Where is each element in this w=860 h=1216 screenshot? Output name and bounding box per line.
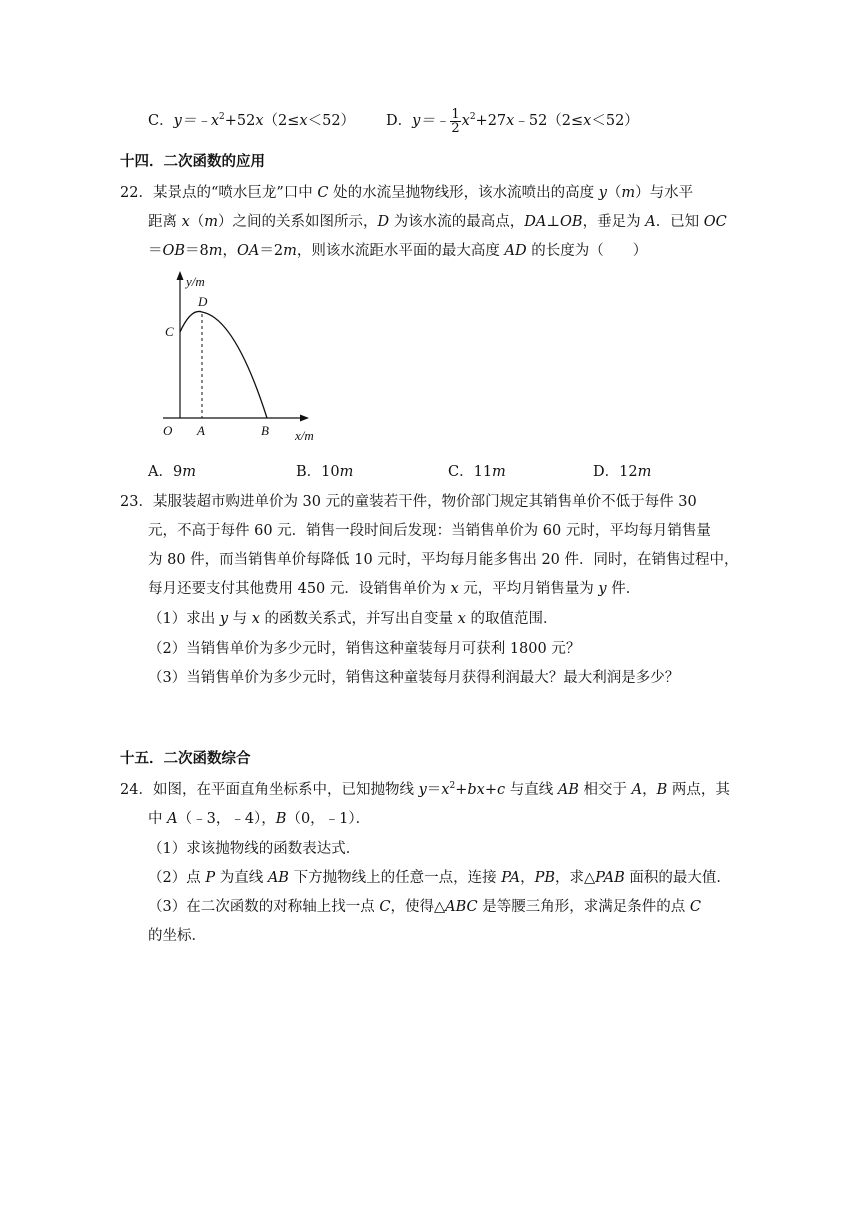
- y-axis-arrow: [177, 271, 184, 280]
- q22-option-b: B．10m: [296, 464, 354, 480]
- fraction-one-half: $\frac{1}{2}$: [451, 106, 460, 136]
- x-axis-arrow: [300, 415, 309, 422]
- q21-option-c: C．$y=﹣x^2+52x(2\le x<52)$: [148, 112, 356, 129]
- q24-sub-2: （2）点 P 为直线 AB 下方抛物线上的任意一点，连接 PA，PB，求△PAB 面积的最大值．: [148, 870, 731, 886]
- q24-line-1: 24．如图，在平面直角坐标系中，已知抛物线 $y=x^2+bx+c$ 与直线 AB 相交于 A，B 两点，其: [120, 781, 730, 798]
- q22-line-1: 22．某景点的“喷水巨龙”口中 C 处的水流呈抛物线形，该水流喷出的高度 y（m）与水平: [120, 185, 694, 201]
- q22-line-3: ＝OB＝8m，OA＝2m，则该水流距水平面的最大高度 AD 的长度为（ ）: [148, 243, 648, 259]
- section-14-title: 十四．二次函数的应用: [120, 154, 265, 170]
- q22-option-a: A．9m: [148, 464, 196, 480]
- label-x-axis: x/m: [295, 428, 314, 443]
- q23-line-3: 为 80 件，而当销售单价每降低 10 元时，平均每月能多售出 20 件．同时，在销售过程中，: [148, 552, 739, 568]
- label-o: O: [163, 423, 173, 438]
- label-y-axis: y/m: [186, 274, 205, 289]
- label-c: C: [165, 324, 174, 339]
- q23-line-4: 每月还要支付其他费用 450 元．设销售单价为 x 元，平均月销售量为 y 件．: [148, 581, 641, 597]
- q24-sub-3-line-2: 的坐标．: [148, 928, 206, 944]
- q23-sub-1: （1）求出 y 与 x 的函数关系式，并写出自变量 x 的取值范围．: [148, 611, 558, 627]
- q23-sub-2: （2）当销售单价为多少元时，销售这种童装每月可获利 1800 元？: [148, 641, 581, 657]
- q23-line-1: 23．某服装超市购进单价为 30 元的童装若干件，物价部门规定其销售单价不低于每件 30: [120, 494, 697, 510]
- q22-option-d: D．12m: [593, 464, 652, 480]
- q22-parabola-figure: [155, 268, 335, 448]
- section-15-title: 十五．二次函数综合: [120, 751, 251, 767]
- q22-option-c: C．11m: [448, 464, 506, 480]
- q23-line-2: 元，不高于每件 60 元．销售一段时间后发现：当销售单价为 60 元时，平均每月销售量: [148, 523, 711, 539]
- q23-sub-3: （3）当销售单价为多少元时，销售这种童装每月获得利润最大？最大利润是多少？: [148, 670, 680, 686]
- q24-sub-1: （1）求该抛物线的函数表达式．: [148, 841, 361, 857]
- q24-line-2: 中 A（﹣3，﹣4），B（0，﹣1）．: [148, 811, 371, 827]
- label-b: B: [261, 423, 269, 438]
- q21-option-d: D．y＝﹣ $\frac{1}{2}$ $x^2+27x﹣52(2\le x<52)$: [386, 106, 639, 136]
- label-a: A: [197, 423, 205, 438]
- q22-line-2: 距离 x（m）之间的关系如图所示，D 为该水流的最高点，DA⊥OB，垂足为 A．已知 OC: [148, 214, 727, 230]
- label-d: D: [198, 294, 208, 309]
- q24-sub-3: （3）在二次函数的对称轴上找一点 C，使得△ABC 是等腰三角形，求满足条件的点 C: [148, 899, 701, 915]
- parabola-curve: [180, 311, 267, 418]
